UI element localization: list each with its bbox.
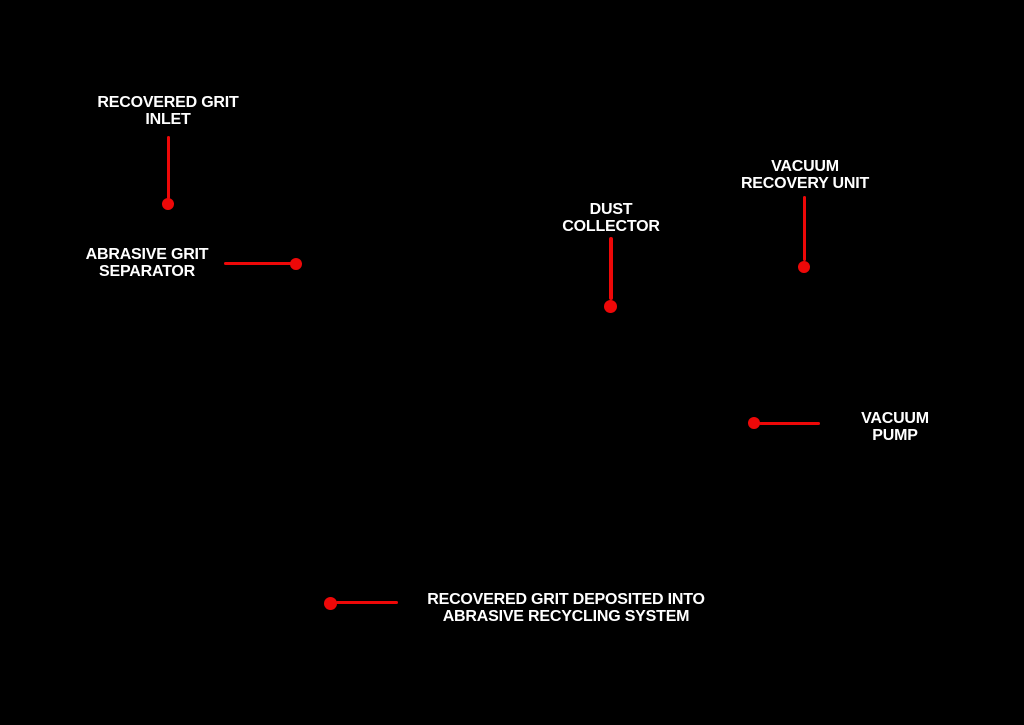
- label-line: PUMP: [872, 427, 918, 444]
- label-line: COLLECTOR: [562, 218, 660, 235]
- dust-collector-label: [461, 201, 761, 235]
- vacuum-pump-leader-line: [759, 422, 820, 425]
- vacuum-recovery-unit-label: [655, 158, 955, 192]
- label-line: RECOVERY UNIT: [740, 175, 870, 192]
- recovered-grit-deposit-leader-dot: [324, 597, 337, 610]
- vacuum-pump-leader-dot: [748, 417, 760, 429]
- recovered-grit-deposit-leader-line: [336, 601, 398, 604]
- abrasive-grit-separator-leader-line: [224, 262, 294, 265]
- vacuum-pump-label: [745, 410, 1024, 444]
- label-line: ABRASIVE GRIT: [85, 246, 209, 263]
- recovered-grit-inlet-leader-line: [167, 136, 170, 199]
- recovered-grit-inlet-leader-dot: [162, 198, 174, 210]
- abrasive-grit-separator-leader-dot: [290, 258, 302, 270]
- label-line: ABRASIVE RECYCLING SYSTEM: [442, 608, 690, 625]
- vacuum-recovery-unit-leader-dot: [798, 261, 810, 273]
- recovered-grit-inlet-label: [18, 94, 318, 128]
- dust-collector-leader-dot: [604, 300, 617, 313]
- vacuum-recovery-unit-leader-line: [803, 196, 806, 261]
- label-line: VACUUM: [861, 410, 929, 427]
- dust-collector-leader-line: [609, 237, 613, 300]
- label-line: DUST: [589, 201, 633, 218]
- label-line: RECOVERED GRIT: [97, 94, 239, 111]
- label-line: VACUUM: [771, 158, 839, 175]
- label-line: SEPARATOR: [99, 263, 195, 280]
- recovered-grit-deposit-label: [416, 591, 716, 625]
- label-line: RECOVERED GRIT DEPOSITED INTO: [427, 591, 705, 608]
- label-line: INLET: [145, 111, 191, 128]
